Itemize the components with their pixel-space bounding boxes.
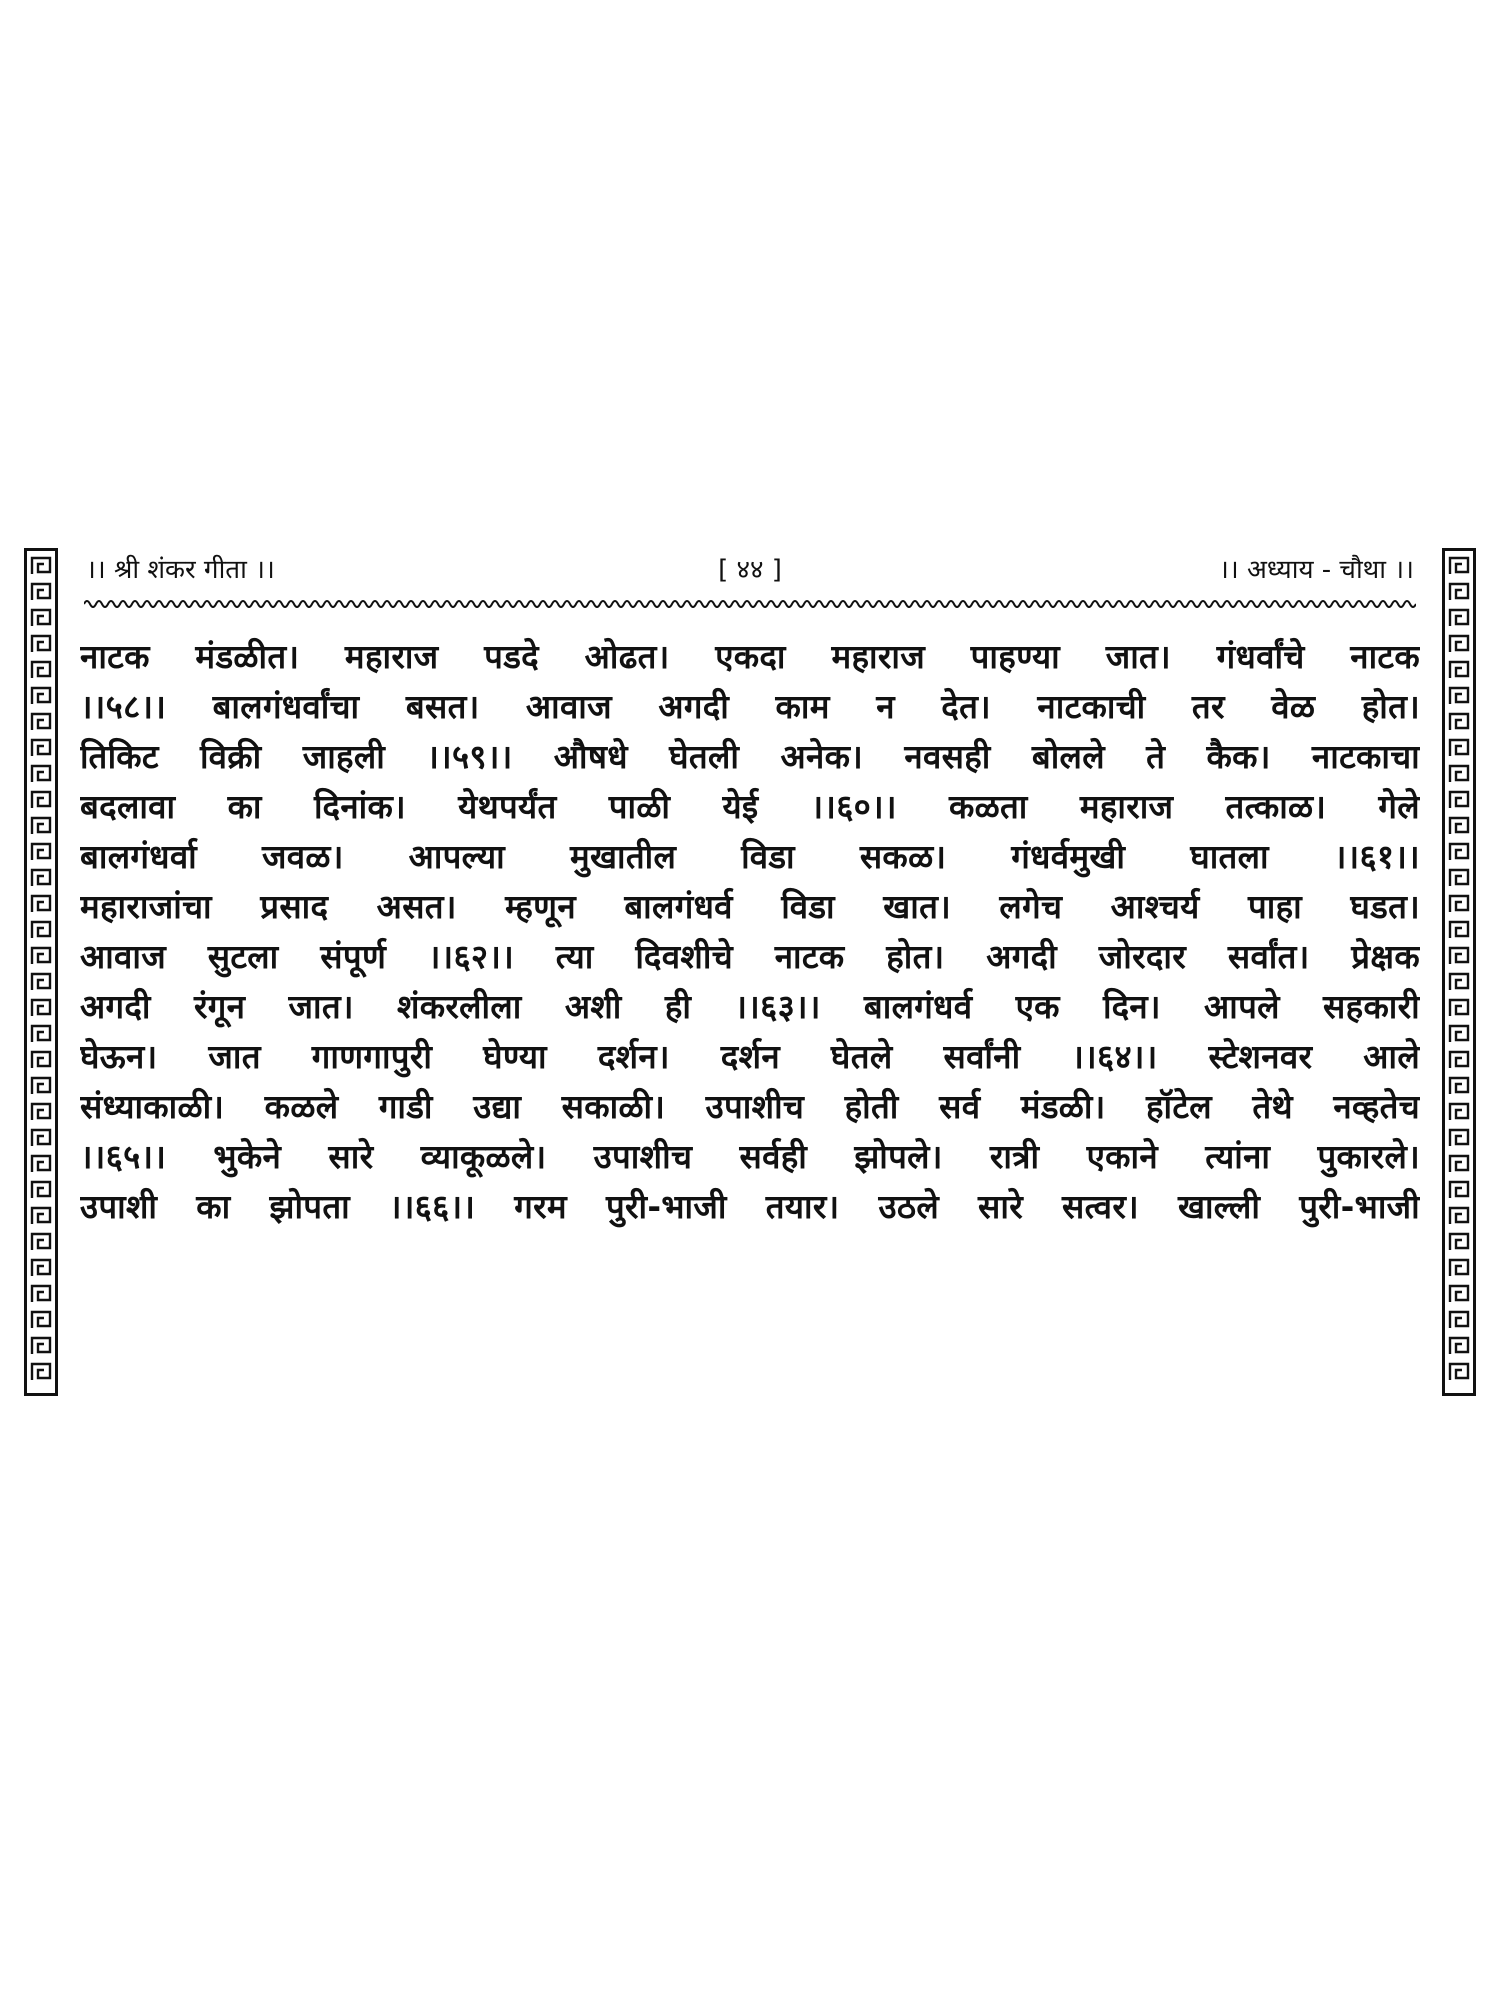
- text-line: उपाशी का झोपता ।।६६।। गरम पुरी-भाजी तयार। उठले सारे सत्वर। खाल्ली पुरी-भाजी: [80, 1187, 1420, 1226]
- right-greek-key-border: [1442, 548, 1476, 1396]
- text-line: बालगंधर्वा जवळ। आपल्या मुखातील विडा सकळ। गंधर्वमुखी घातला ।।६१।।: [80, 837, 1420, 876]
- page-number: [ ४४ ]: [718, 555, 782, 585]
- left-greek-key-border: [24, 548, 58, 1396]
- text-line: अगदी रंगून जात। शंकरलीला अशी ही ।।६३।। बालगंधर्व एक दिन। आपले सहकारी: [80, 987, 1420, 1026]
- verse-text: [80, 632, 1420, 1232]
- chapter-title: ।। अध्याय - चौथा ।।: [1219, 555, 1414, 585]
- text-line: महाराजांचा प्रसाद असत। म्हणून बालगंधर्व विडा खात। लगेच आश्चर्य पाहा घडत।: [80, 887, 1420, 926]
- text-line: ।।५८।। बालगंधर्वांचा बसत। आवाज अगदी काम न देत। नाटकाची तर वेळ होत।: [80, 687, 1420, 726]
- text-line: ।।६५।। भुकेने सारे व्याकूळले। उपाशीच सर्वही झोपले। रात्री एकाने त्यांना पुकारले।: [80, 1137, 1420, 1176]
- page-content: [72, 548, 1428, 1396]
- page-header: [72, 548, 1428, 592]
- text-line: आवाज सुटला संपूर्ण ।।६२।। त्या दिवशीचे नाटक होत। अगदी जोरदार सर्वांत। प्रेक्षक: [80, 937, 1420, 976]
- book-title: ।। श्री शंकर गीता ।।: [86, 555, 275, 585]
- wavy-divider: [84, 596, 1416, 612]
- text-line: बदलावा का दिनांक। येथपर्यंत पाळी येई ।।६०।। कळता महाराज तत्काळ। गेले: [80, 787, 1420, 826]
- text-line: नाटक मंडळीत। महाराज पडदे ओढत। एकदा महाराज पाहण्या जात। गंधर्वांचे नाटक: [80, 637, 1420, 676]
- text-line: घेऊन। जात गाणगापुरी घेण्या दर्शन। दर्शन घेतले सर्वांनी ।।६४।। स्टेशनवर आले: [80, 1037, 1420, 1076]
- book-page: [24, 548, 1476, 1396]
- text-line: तिकिट विक्री जाहली ।।५९।। औषधे घेतली अनेक। नवसही बोलले ते कैक। नाटकाचा: [80, 737, 1420, 776]
- text-line: संध्याकाळी। कळले गाडी उद्या सकाळी। उपाशीच होती सर्व मंडळी। हॉटेल तेथे नव्हतेच: [80, 1087, 1420, 1126]
